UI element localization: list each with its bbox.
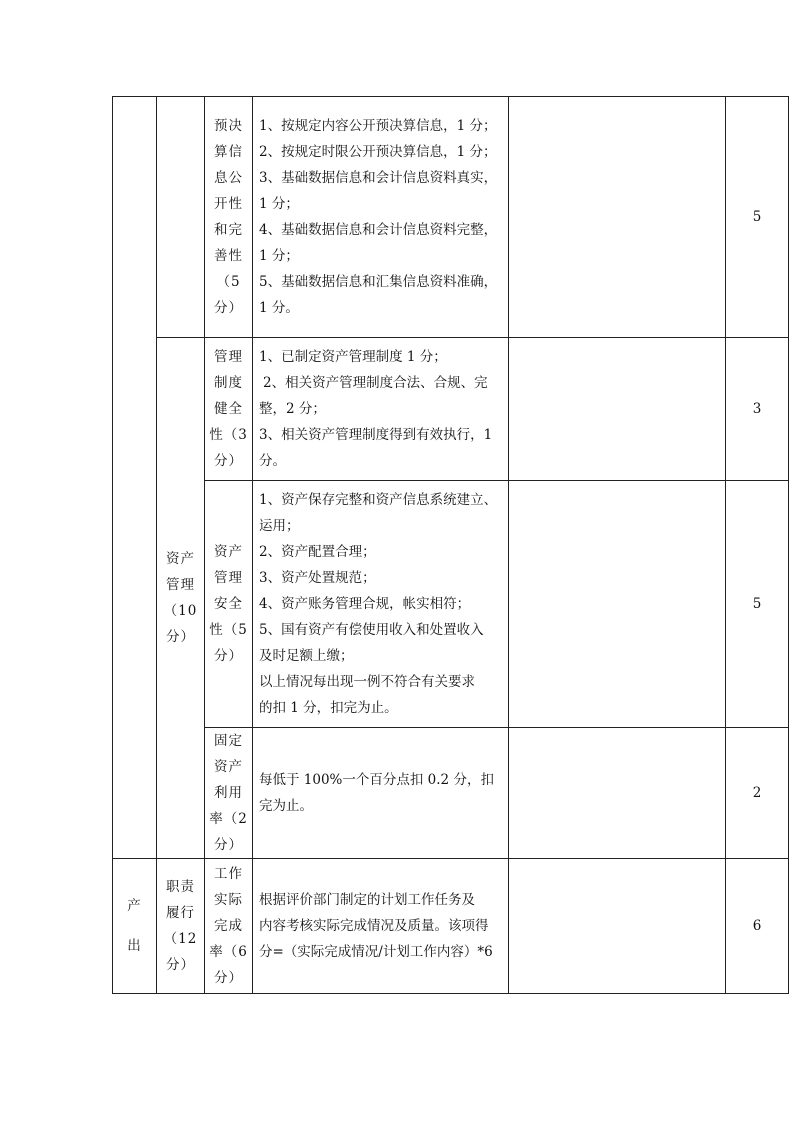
table-row [113,97,789,338]
score-cell: 6 [726,859,789,994]
table-row [113,481,789,728]
evaluation-table [112,96,789,994]
criteria-cell: 1、资产保存完整和资产信息系统建立、 运用； 2、资产配置合理； 3、资产处置规范； 4、资产账务管理合规，帐实相符； 5、国有资产有偿使用收入和处置收入 及时足额上缴； 以上情况每出现一例不符合有关要求 的扣 1 分，扣完为止。 [253,481,509,728]
indicator-cell: 固定 资产 利用 率（2 分） [205,728,253,859]
indicator-cell: 管理 制度 健全 性（3 分） [205,338,253,481]
table-row [113,338,789,481]
category-asset-management: 资产 管理 （10 分） [157,338,205,859]
indicator-cell: 资产 管理 安全 性（5 分） [205,481,253,728]
criteria-cell: 根据评价部门制定的计划工作任务及 内容考核实际完成情况及质量。该项得 分=（实际完成情况/计划工作内容）*6 [253,859,509,994]
criteria-cell: 每低于 100%一个百分点扣 0.2 分，扣 完为止。 [253,728,509,859]
category-output: 产 出 [113,859,157,994]
score-cell: 5 [726,97,789,338]
indicator-cell: 预决 算信 息公 开性 和完 善性 （5 分） [205,97,253,338]
level2-cell-continued [157,97,205,338]
table-row [113,859,789,994]
category-duty-performance: 职责 履行 （12 分） [157,859,205,994]
evaluation-blank-cell [509,481,726,728]
evaluation-blank-cell [509,338,726,481]
evaluation-blank-cell [509,728,726,859]
criteria-cell: 1、按规定内容公开预决算信息，1 分； 2、按规定时限公开预决算信息，1 分； 3、基础数据信息和会计信息资料真实， 1 分； 4、基础数据信息和会计信息资料完整， 1 分； 5、基础数据信息和汇集信息资料准确， 1 分。 [253,97,509,338]
evaluation-blank-cell [509,97,726,338]
score-cell: 3 [726,338,789,481]
level1-cell-continued [113,97,157,859]
table-row [113,728,789,859]
criteria-cell: 1、已制定资产管理制度 1 分； 2、相关资产管理制度合法、合规、完 整，2 分； 3、相关资产管理制度得到有效执行，1 分。 [253,338,509,481]
score-cell: 5 [726,481,789,728]
indicator-cell: 工作 实际 完成 率（6 分） [205,859,253,994]
evaluation-blank-cell [509,859,726,994]
score-cell: 2 [726,728,789,859]
